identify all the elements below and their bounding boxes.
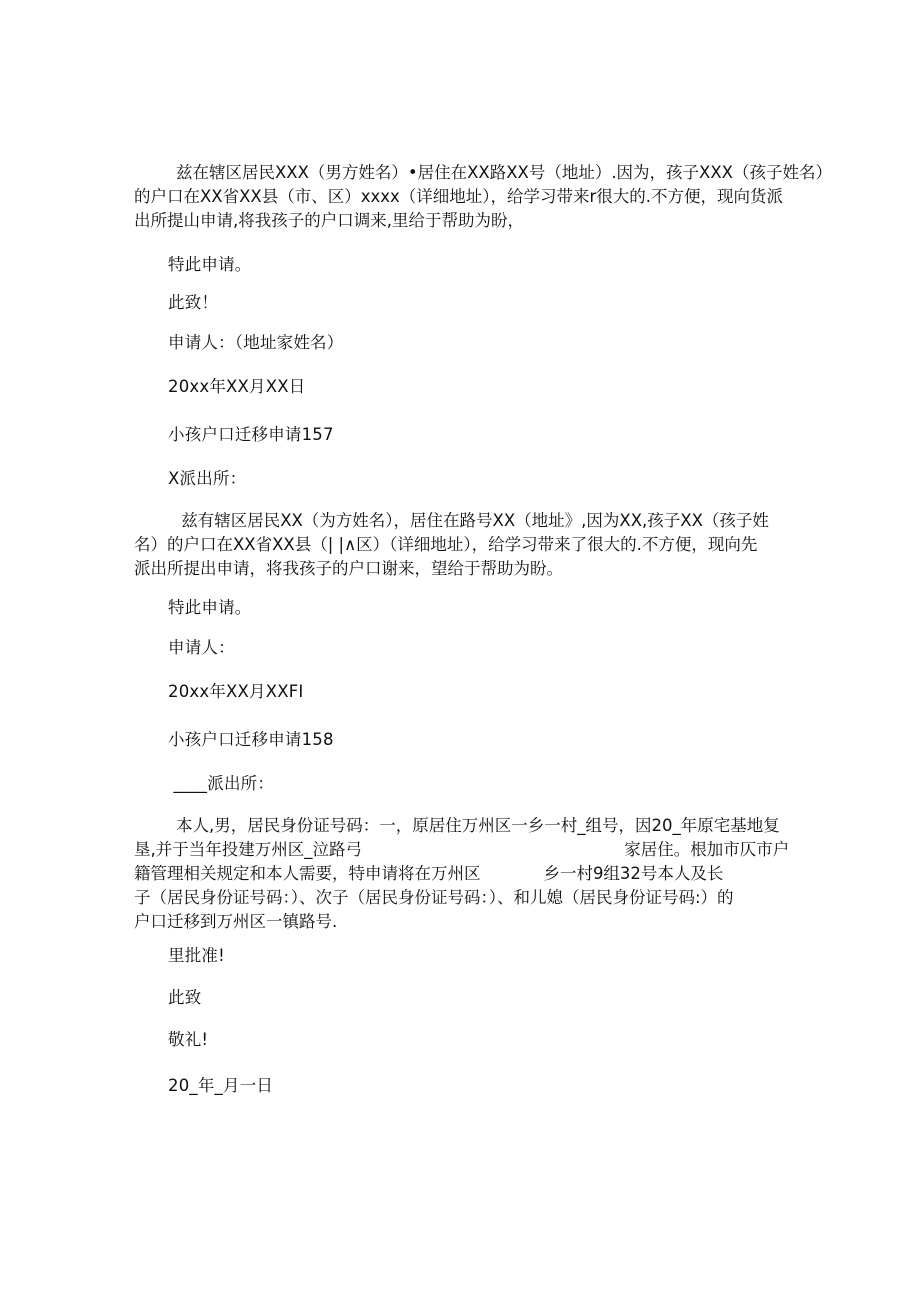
section-title: 小孩户口迁移申请157: [168, 425, 334, 444]
paragraph-line: 垦,并于当年投建万州区_泣路弓 家居住。根加市仄市户: [134, 840, 790, 859]
body-paragraph-3: [134, 814, 788, 934]
applicant-line: 申请人：: [168, 638, 235, 657]
date-line: 20xx年XX月XX日: [168, 377, 306, 396]
body-paragraph-1: [134, 161, 832, 233]
paragraph-line: 户口迁移到万州区一镇路号.: [134, 912, 338, 931]
date-line: 20xx年XX月XXFI: [168, 682, 304, 701]
body-paragraph-2: [134, 509, 788, 581]
salutation: 此致！: [168, 293, 219, 312]
paragraph-line: 子（居民身份证号码：）、次子（居民身份证号码：）、和儿媳（居民身份证号码:）的: [134, 888, 734, 907]
closing-text: 特此申请。: [168, 255, 252, 274]
addressee-line: ____派出所：: [168, 774, 275, 793]
paragraph-line: 籍管理相关规定和本人需要，特申请将在万州区 乡一村9组32号本人及长: [134, 864, 724, 883]
paragraph-line: 名）的户口在XX省XX县（| |∧区）（详细地址），给学习带来了很大的.不方便，现向先: [134, 535, 758, 554]
section-title: 小孩户口迁移申请158: [168, 730, 334, 749]
paragraph-line: 出所提山申请,将我孩子的户口调来,里给于帮助为盼，: [134, 211, 524, 230]
salutation: 此致: [168, 988, 202, 1007]
paragraph-line: 的户口在XX省XX县（市、区）xxxx（详细地址），给学习带来r很大的.不方便，现向货派: [134, 187, 784, 206]
regards-text: 敬礼!: [168, 1030, 209, 1049]
paragraph-line: 兹在辖区居民XXX（男方姓名）•居住在XX路XX号（地址）.因为，孩子XXX（孩子姓名）: [134, 163, 832, 182]
applicant-line: 申请人：（地址家姓名）: [168, 333, 344, 352]
paragraph-line: 派出所提出申请，将我孩子的户口谢来，望给于帮助为盼。: [134, 559, 563, 578]
date-line: 20_年_月一日: [168, 1076, 274, 1095]
addressee-line: X派出所：: [168, 469, 247, 488]
approval-text: 里批准!: [168, 946, 225, 965]
paragraph-line: 本人,男，居民身份证号码：一，原居住万州区一乡一村_组号，因20_年原宅基地复: [134, 816, 780, 835]
closing-text: 特此申请。: [168, 598, 252, 617]
paragraph-line: 兹有辖区居民XX（为方姓名），居住在路号XX（地址》,因为XX,孩子XX（孩子姓: [134, 511, 769, 530]
